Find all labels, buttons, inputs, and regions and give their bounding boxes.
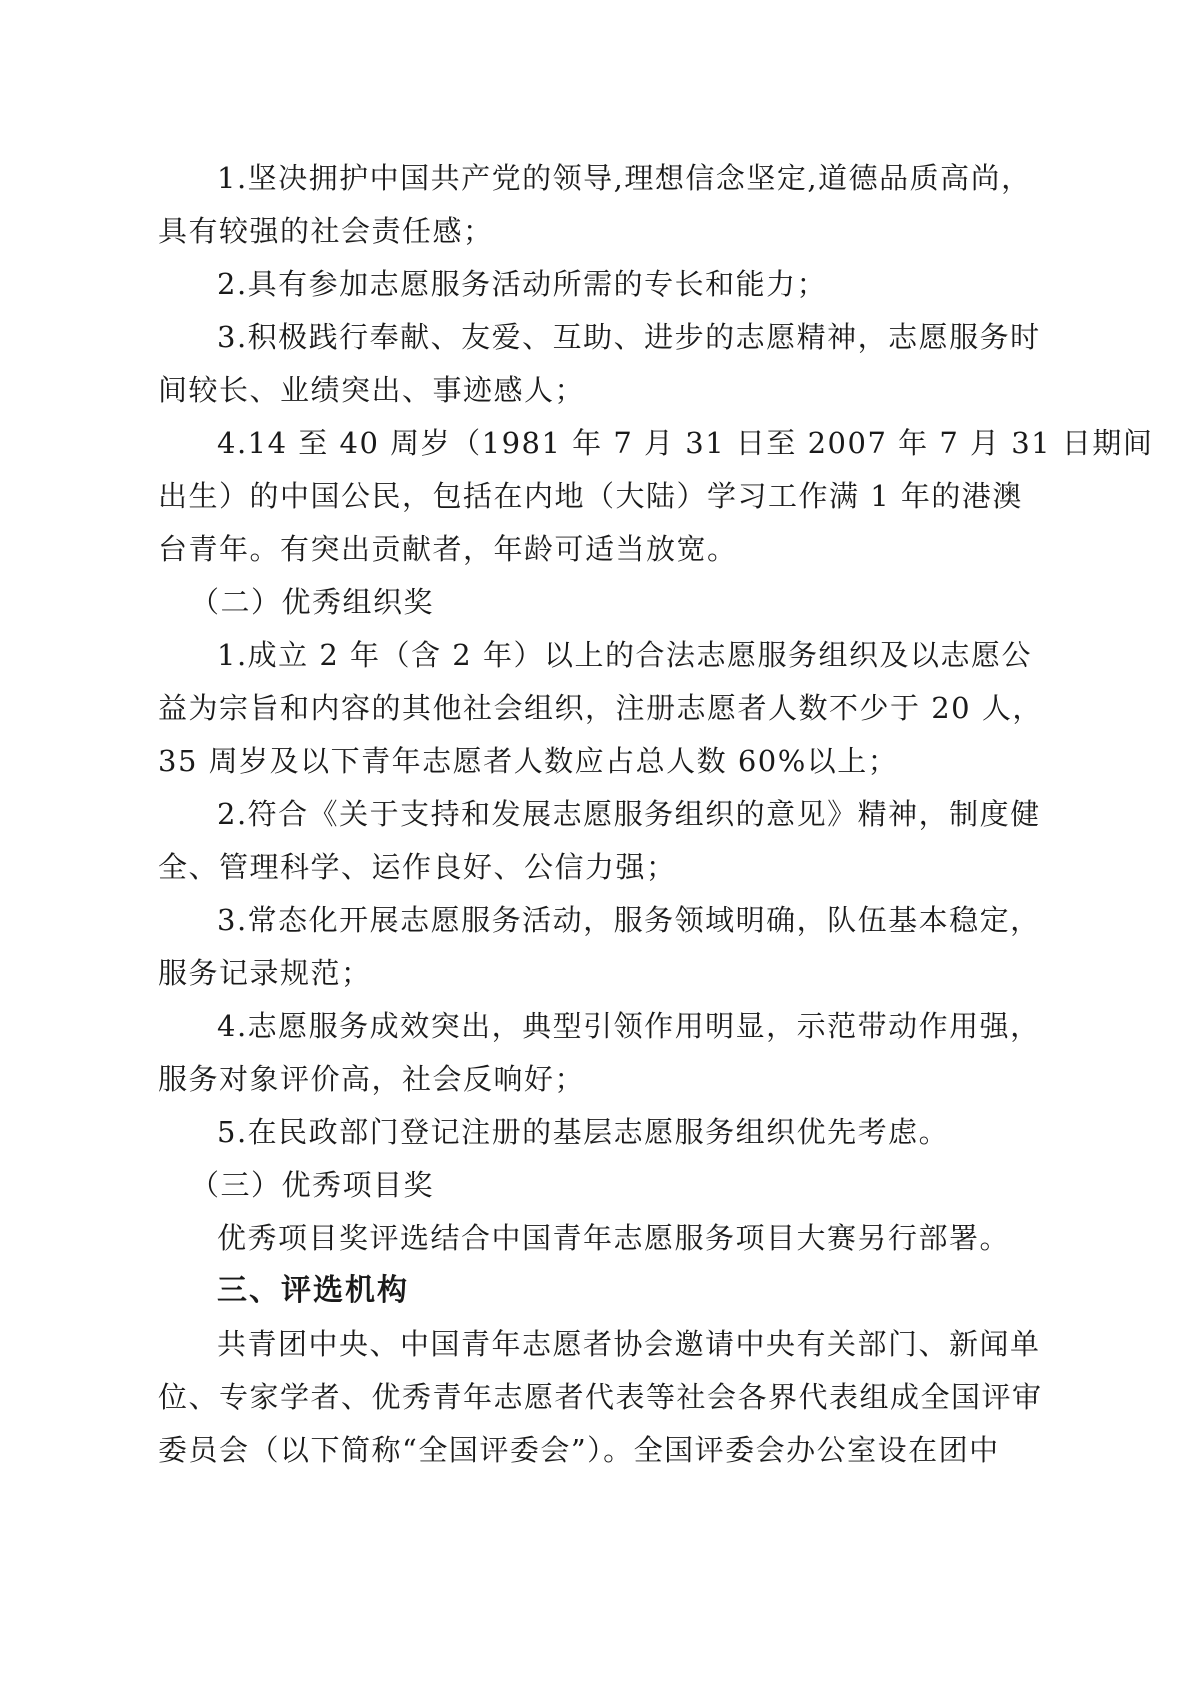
org-criterion-1-line-3: 35 周岁及以下青年志愿者人数应占总人数 60%以上； bbox=[158, 744, 899, 778]
criterion-1-line-1: 1.坚决拥护中国共产党的领导,理想信念坚定,道德品质高尚， bbox=[217, 161, 1032, 195]
org-criterion-1-line-1: 1.成立 2 年（含 2 年）以上的合法志愿服务组织及以志愿公 bbox=[217, 638, 1032, 672]
criterion-4-line-1: 4.14 至 40 周岁（1981 年 7 月 31 日至 2007 年 7 月 31 日期间 bbox=[217, 426, 1154, 460]
org-criterion-3-line-1: 3.常态化开展志愿服务活动，服务领域明确，队伍基本稳定， bbox=[217, 903, 1041, 937]
selection-body-line-3: 委员会（以下简称“全国评委会”）。全国评委会办公室设在团中 bbox=[158, 1433, 1000, 1467]
org-criterion-1-line-2: 益为宗旨和内容的其他社会组织，注册志愿者人数不少于 20 人， bbox=[158, 691, 1043, 725]
section-heading-organization-award: （二）优秀组织奖 bbox=[190, 585, 435, 619]
criterion-3-line-2: 间较长、业绩突出、事迹感人； bbox=[158, 373, 586, 407]
selection-body-line-1: 共青团中央、中国青年志愿者协会邀请中央有关部门、新闻单 bbox=[217, 1327, 1041, 1361]
criterion-4-line-2: 出生）的中国公民，包括在内地（大陆）学习工作满 1 年的港澳 bbox=[158, 479, 1023, 513]
selection-body-line-2: 位、专家学者、优秀青年志愿者代表等社会各界代表组成全国评审 bbox=[158, 1380, 1043, 1414]
section-heading-project-award: （三）优秀项目奖 bbox=[190, 1168, 435, 1202]
project-award-paragraph: 优秀项目奖评选结合中国青年志愿服务项目大赛另行部署。 bbox=[217, 1221, 1011, 1255]
org-criterion-4-line-2: 服务对象评价高，社会反响好； bbox=[158, 1062, 586, 1096]
org-criterion-2-line-1: 2.符合《关于支持和发展志愿服务组织的意见》精神，制度健 bbox=[217, 797, 1041, 831]
org-criterion-2-line-2: 全、管理科学、运作良好、公信力强； bbox=[158, 850, 677, 884]
org-criterion-4-line-1: 4.志愿服务成效突出，典型引领作用明显，示范带动作用强， bbox=[217, 1009, 1041, 1043]
criterion-3-line-1: 3.积极践行奉献、友爱、互助、进步的志愿精神，志愿服务时 bbox=[217, 320, 1041, 354]
org-criterion-5-line: 5.在民政部门登记注册的基层志愿服务组织优先考虑。 bbox=[217, 1115, 950, 1149]
criterion-2-line: 2.具有参加志愿服务活动所需的专长和能力； bbox=[217, 267, 828, 301]
org-criterion-3-line-2: 服务记录规范； bbox=[158, 956, 372, 990]
section-heading-selection-body: 三、评选机构 bbox=[217, 1273, 409, 1308]
criterion-1-line-2: 具有较强的社会责任感； bbox=[158, 214, 494, 248]
criterion-4-line-3: 台青年。有突出贡献者，年龄可适当放宽。 bbox=[158, 532, 738, 566]
